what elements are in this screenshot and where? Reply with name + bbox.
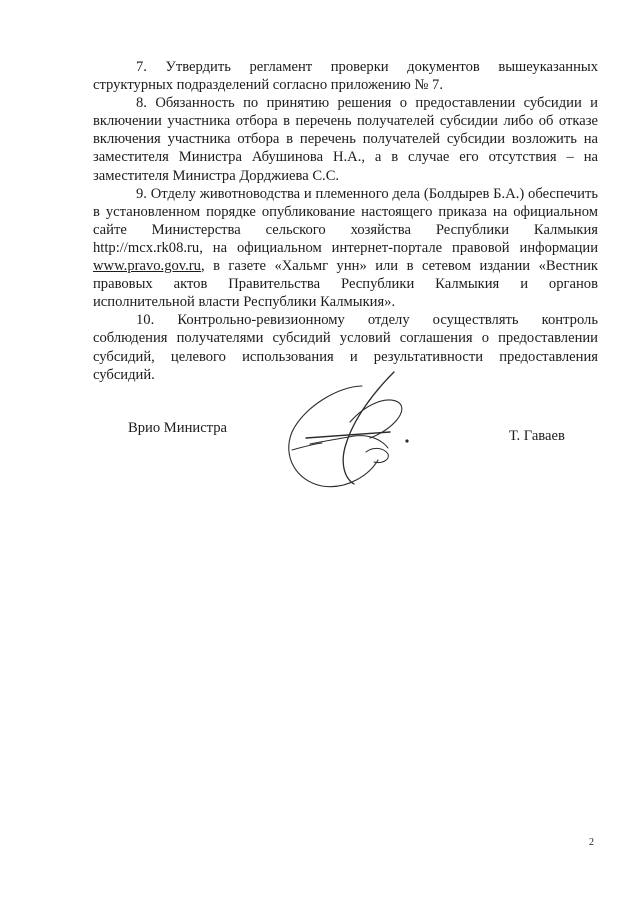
signatory-position: Врио Министра (128, 420, 227, 436)
paragraph-9 (93, 185, 598, 312)
signatory-name: Т. Гаваев (509, 428, 565, 444)
paragraph-text: Утвердить регламент проверки документов вышеуказанных структурных подразделений согласно приложению № 7. (93, 59, 598, 94)
paragraph-number: 9. (136, 185, 147, 202)
paragraph-number: 8. (136, 95, 147, 112)
paragraph-7 (93, 58, 598, 94)
paragraph-text: Обязанность по принятию решения о предоставлении субсидии и включении участника отбора в перечень получателей субсидии либо об отказе включения участника отбора в перечень получателей субсидии возложить на заместителя Министра Абушинова Н.А., а в случае его отсутствия – на заместителя Министра Дорджиева С.С. (93, 95, 598, 184)
signature-block (0, 366, 640, 506)
paragraph-text: Контрольно-ревизионному отделу осуществлять контроль соблюдения получателями субсидий условий соглашения о предоставлении субсидий, целевого использования и результативности предоставления субсидий. (93, 312, 598, 383)
page-number: 2 (589, 837, 594, 848)
paragraph-text-continued: , в газете «Хальмг унн» или в сетевом издании «Вестник правовых актов Правительства Республики Калмыкия и органов исполнительной власти Республики Калмыкия». (93, 258, 598, 311)
handwritten-signature (270, 366, 430, 506)
paragraph-number: 10. (136, 312, 155, 329)
paragraph-8 (93, 94, 598, 184)
document-body (93, 58, 598, 384)
pravo-gov-link[interactable]: www.pravo.gov.ru (93, 258, 201, 275)
paragraph-text: Отделу животноводства и племенного дела (Болдырев Б.А.) обеспечить в установленном порядке опубликование настоящего приказа на официальном сайте Министерства сельского хозяйства Республики Калмыкия http://mcx.rk08.ru, на официальном интернет-портале правовой информации (93, 185, 598, 256)
paragraph-number: 7. (136, 59, 147, 75)
